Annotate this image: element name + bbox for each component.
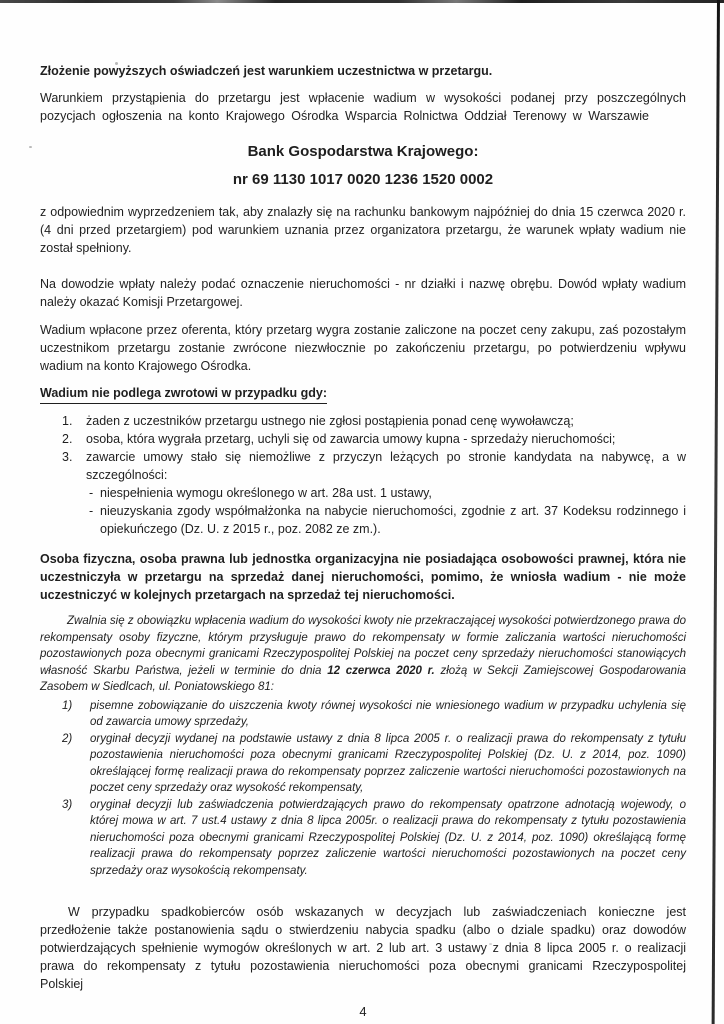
exemption-intro-text-1: Zwalnia się z obowiązku wpłacenia wadium do wysokości kwoty nie przekraczającej wysokości potwierdzonego prawa do rekompensaty osoby fizyczne, którym przysługuje prawo do rekompensaty w formie zaliczania wartości nieruchomości pozostawionych poza obecnymi granicami Rzeczypospolitej Polskiej na poczet ceny sprzedaży nieruchomości stanowiących własność Skarbu Państwa, jeżeli w terminie do dnia: [40, 615, 686, 677]
exemption-item-2: [90, 731, 686, 797]
paragraph-exclusion-rule: Osoba fizyczna, osoba prawna lub jednostka organizacyjna nie posiadająca osobowości prawnej, która nie uczestniczyła w przetargu na sprzedaż danej nieruchomości, pomimo, że wniosła wadium - nie może uczestniczyć w kolejnych przetargach na sprzedaż tej nieruchomości.: [40, 552, 686, 602]
document-content: [40, 62, 686, 1021]
exemption-section: [40, 613, 686, 879]
heading-wadium-non-refundable-text: Wadium nie podlega zwrotowi w przypadku gdy:: [40, 384, 327, 404]
scan-speck: [29, 146, 32, 148]
list-item-1-text: żaden z uczestników przetargu ustnego nie zgłosi postąpienia ponad cenę wywoławczą;: [86, 414, 574, 428]
exemption-item-1-text: pisemne zobowiązanie do uiszczenia kwoty równej wysokości nie wniesionego wadium w przypadku uchylenia się od zawarcia umowy sprzedaży,: [90, 699, 686, 728]
paragraph-wadium-requirement: Warunkiem przystąpienia do przetargu jest wpłacenie wadium w wysokości podanej przy poszczególnych pozycjach ogłoszenia na konto Krajowego Ośrodka Wsparcia Rolnictwa Oddział Terenowy w Warszawie: [40, 91, 686, 123]
page-number: 4: [359, 1004, 367, 1019]
exemption-item-1: [90, 698, 686, 731]
exemption-deadline-date: 12 czerwca 2020 r.: [327, 664, 435, 677]
exemption-documents-list: [40, 698, 686, 880]
bank-account-number: nr 69 1130 1017 0020 1236 1520 0002: [232, 171, 494, 188]
wadium-forfeit-conditions-list: [40, 412, 686, 538]
paragraph-payment-proof: Na dowodzie wpłaty należy podać oznaczenie nieruchomości - nr działki i nazwę obrębu. Dowód wpłaty wadium należy okazać Komisji Przetargowej.: [40, 277, 686, 309]
paragraph-exemption-intro: [40, 613, 686, 696]
list-item-3-text: zawarcie umowy stało się niemożliwe z przyczyn leżących po stronie kandydata na nabywcę, a w szczególności:: [86, 450, 686, 482]
exemption-item-3-text: oryginał decyzji lub zaświadczenia potwierdzających prawo do rekompensaty opatrzone adnotacją wojewody, o której mowa w art. 7 ust.4 ustawy z dnia 8 lipca 2005r. o realizacji prawa do rekompensaty z tytułu pozostawienia nieruchomości poza obecnymi granicami Rzeczypospolitej Polskiej (Dz. U. z 2014, poz. 1090) określającą formę realizacji prawa do rekompensaty poprzez zaliczenie wartości nieruchomości pozostawionych na poczet ceny sprzedaży oraz wysokością rekompensaty.: [90, 798, 686, 877]
list-item-3-sublist: [86, 484, 686, 538]
scan-artifact-right-edge: [712, 0, 720, 1024]
list-item-3: [86, 448, 686, 538]
list-item-2-text: osoba, która wygrała przetarg, uchyli się od zawarcia umowy kupna - sprzedaży nieruchomości;: [86, 432, 616, 446]
exemption-item-2-text: oryginał decyzji wydanej na podstawie ustawy z dnia 8 lipca 2005 r. o realizacji prawa do rekompensaty z tytułu pozostawienia nieruchomości poza obecnymi granicami Rzeczypospolitej Polskiej (Dz. U. z 2014, poz. 1090) określającej formę realizacji prawa do rekompensaty poprzez zaliczenie wartości nieruchomości pozostawionych na poczet ceny sprzedaży oraz wysokość rekompensaty,: [90, 732, 686, 794]
bank-name: Bank Gospodarstwa Krajowego:: [247, 143, 479, 160]
paragraph-heirs-requirements: W przypadku spadkobierców osób wskazanych w decyzjach lub zaświadczeniach konieczne jest przedłożenie także postanowienia sądu o stwierdzeniu nabycia spadku (albo o dziale spadku) oraz dowodów potwierdzających spełnienie wymogów określonych w art. 2 lub art. 3 ustawy z dnia 8 lipca 2005 r. o realizacji prawa do rekompensaty z tytułu pozostawienia nieruchomości poza obecnymi granicami Rzeczypospolitej Polskiej: [40, 905, 686, 991]
statement-condition-line: Złożenie powyższych oświadczeń jest warunkiem uczestnictwa w przetargu.: [40, 64, 493, 78]
sublist-item-1: - niespełnienia wymogu określonego w art. 28a ust. 1 ustawy,: [100, 484, 686, 502]
exemption-item-3: [90, 797, 686, 880]
bank-details: [40, 138, 686, 194]
paragraph-wadium-settlement: Wadium wpłacone przez oferenta, który przetarg wygra zostanie zaliczone na poczet ceny zakupu, zaś pozostałym uczestnikom przetargu zostanie zwrócone niezwłocznie po zakończeniu przetargu, po potwierdzeniu wpływu wadium na konto Krajowego Ośrodka.: [40, 323, 686, 373]
list-item-2: [86, 430, 686, 448]
scan-artifact-top-edge: [0, 0, 724, 3]
exemption-intro-text-2: złożą w Sekcji Zamiejscowej Gospodarowania Zasobem w Siedlcach, ul. Poniatowskiego 81:: [40, 664, 687, 693]
list-item-1: [86, 412, 686, 430]
heading-wadium-non-refundable: [40, 384, 686, 404]
paragraph-payment-deadline: z odpowiednim wyprzedzeniem tak, aby znalazły się na rachunku bankowym najpóźniej do dnia 15 czerwca 2020 r. (4 dni przed przetargiem) pod warunkiem uznania przez organizatora przetargu, że warunek wpłaty wadium nie został spełniony.: [40, 205, 686, 255]
sublist-item-2: - nieuzyskania zgody współmałżonka na nabycie nieruchomości, zgodnie z art. 37 Kodeksu rodzinnego i opiekuńczego (Dz. U. z 2015 r., poz. 2082 ze zm.).: [100, 502, 686, 538]
